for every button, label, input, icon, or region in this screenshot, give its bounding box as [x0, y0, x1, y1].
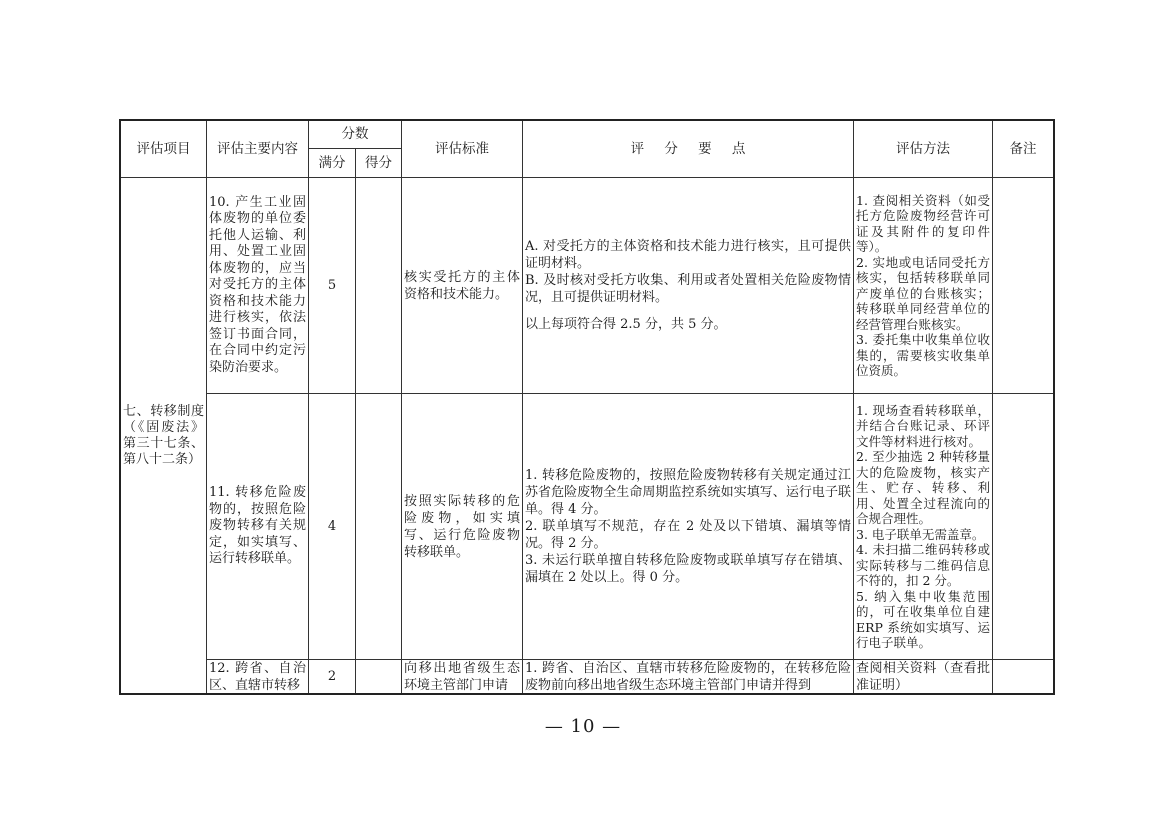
- row-10-got-score-cell: [356, 178, 402, 394]
- row-12-full-score: 2: [327, 669, 337, 684]
- evaluation-table: [119, 119, 1055, 695]
- row-12-points: [525, 660, 851, 693]
- row-12-standard: 向移出地省级生态环境主管部门申请: [404, 661, 520, 693]
- header-item: 评估项目: [136, 140, 191, 157]
- row-10-standard-cell: [402, 178, 523, 394]
- header-item-cell: [121, 121, 207, 178]
- row-11-method-2: 2. 至少抽选 2 种转移量大的危险废物，核实产生、贮存、转移、利用、处置全过程流向的合规合理性。: [856, 449, 990, 526]
- row-10-full-score: 5: [327, 278, 337, 293]
- row-12-method-1: 查阅相关资料（查看批准证明）: [856, 661, 990, 693]
- row-11-points-cell: [523, 394, 854, 660]
- row-11-method-3: 3. 电子联单无需盖章。: [856, 526, 985, 542]
- row-12-point-1: 1. 跨省、自治区、直辖市转移危险废物的，在转移危险废物前向移出地省级生态环境主管部门申请并得到: [525, 661, 851, 693]
- header-standard-cell: [402, 121, 523, 178]
- row-10-points: [525, 238, 851, 333]
- header-method: 评估方法: [896, 140, 950, 157]
- row-10-point-a: A. 对受托方的主体资格和技术能力进行核实，且可提供证明材料。: [525, 239, 851, 271]
- header-got-score-cell: [356, 149, 402, 178]
- row-10-content-cell: [207, 178, 309, 394]
- row-11-standard-cell: [402, 394, 523, 660]
- row-12-standard-cell: [402, 660, 523, 693]
- category-cell: [121, 178, 207, 693]
- row-11-method-cell: [854, 394, 993, 660]
- header-content: 评估主要内容: [217, 140, 298, 157]
- row-11-full-score: 4: [327, 519, 337, 534]
- row-12-points-cell: [523, 660, 854, 693]
- row-10-method: [856, 193, 990, 379]
- row-11-content: 11. 转移危险废物的，按照危险废物转移有关规定，如实填写、运行转移联单。: [209, 485, 306, 567]
- row-11-got-score-cell: [356, 394, 402, 660]
- row-11-point-2: 2. 联单填写不规范，存在 2 处及以下错填、漏填等情况。得 2 分。: [525, 519, 851, 551]
- header-score: 分数: [341, 126, 369, 142]
- row-12-content-cell: [207, 660, 309, 693]
- row-10-full-score-cell: [309, 178, 356, 394]
- row-12-got-score-cell: [356, 660, 402, 693]
- row-10-points-cell: [523, 178, 854, 394]
- row-11-full-score-cell: [309, 394, 356, 660]
- header-got-score: 得分: [365, 154, 392, 171]
- row-10-content: 10. 产生工业固体废物的单位委托他人运输、利用、处置工业固体废物的，应当对受托方的主体资格和技术能力进行核实，依法签订书面合同，在合同中约定污染防治要求。: [209, 194, 306, 375]
- header-remark-cell: [993, 121, 1053, 178]
- header-standard: 评估标准: [435, 140, 489, 157]
- row-11-points: [525, 467, 851, 586]
- row-10-method-cell: [854, 178, 993, 394]
- header-score-cell: [309, 121, 402, 149]
- row-10-method-1: 1. 查阅相关资料（如受托方危险废物经营许可证及其附件的复印件等）。: [856, 192, 990, 254]
- header-points: 评 分 要 点: [630, 140, 746, 157]
- row-12-method-cell: [854, 660, 993, 693]
- row-11-point-3: 3. 未运行联单擅自转移危险废物或联单填写存在错填、漏填在 2 处以上。得 0 分。: [525, 553, 851, 585]
- row-11-point-1: 1. 转移危险废物的，按照危险废物转移有关规定通过江苏省危险废物全生命周期监控系统如实填写、运行电子联单。得 4 分。: [525, 468, 851, 517]
- row-10-method-3: 3. 委托集中收集单位收集的，需要核实收集单位资质。: [856, 332, 990, 378]
- header-remark: 备注: [1009, 140, 1037, 157]
- page-number: — 10 —: [544, 716, 622, 737]
- row-11-method: [856, 403, 990, 651]
- category-text: 七、转移制度（《固废法》第三十七条、第八十二条）: [123, 403, 204, 467]
- row-10-method-2: 2. 实地或电话同受托方核实，包括转移联单同产废单位的台账核实；转移联单同经营单位的经营管理台账核实。: [856, 254, 990, 332]
- row-11-method-1: 1. 现场查看转移联单，并结合台账记录、环评文件等材料进行核对。: [856, 402, 990, 449]
- header-full-score-cell: [309, 149, 356, 178]
- row-10-standard: 核实受托方的主体资格和技术能力。: [404, 269, 520, 302]
- row-11-standard: 按照实际转移的危险废物，如实填写、运行危险废物转移联单。: [404, 493, 520, 560]
- row-12-full-score-cell: [309, 660, 356, 693]
- header-content-cell: [207, 121, 309, 178]
- row-12-remark-cell: [993, 660, 1053, 693]
- row-10-point-b: B. 及时核对受托方收集、利用或者处置相关危险废物情况，且可提供证明材料。: [525, 273, 851, 305]
- row-11-remark-cell: [993, 394, 1053, 660]
- row-11-content-cell: [207, 394, 309, 660]
- row-10-remark-cell: [993, 178, 1053, 394]
- row-12-method: [856, 660, 990, 693]
- header-full-score: 满分: [318, 154, 346, 171]
- header-method-cell: [854, 121, 993, 178]
- row-11-method-5: 5. 纳入集中收集范围的，可在收集单位自建 ERP 系统如实填写、运行电子联单。: [856, 588, 990, 650]
- header-points-cell: [523, 121, 854, 178]
- row-11-method-4: 4. 未扫描二维码转移或实际转移与二维码信息不符的，扣 2 分。: [856, 542, 990, 588]
- row-12-content: 12. 跨省、自治区、直辖市转移: [209, 661, 306, 693]
- row-10-point-summary: 以上每项符合得 2.5 分，共 5 分。: [525, 317, 727, 332]
